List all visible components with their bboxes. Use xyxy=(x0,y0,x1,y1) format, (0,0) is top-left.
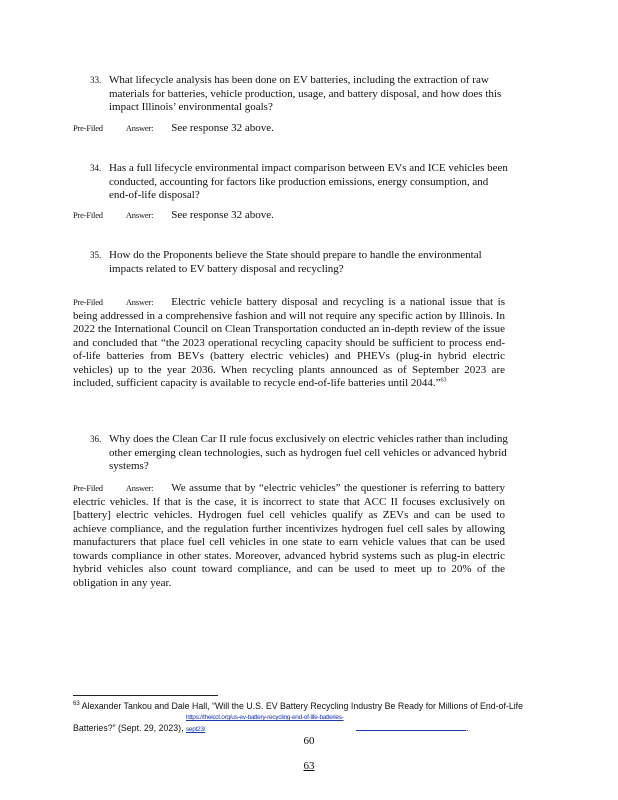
answer-label: Answer: xyxy=(125,297,154,307)
question-36 xyxy=(90,433,510,474)
footnote xyxy=(73,700,533,736)
link-underline xyxy=(356,722,469,733)
question-text: How do the Proponents believe the State should prepare to handle the environmental impacts related to EV battery disposal and recycling? xyxy=(109,249,482,275)
question-number: 35. xyxy=(90,250,102,260)
page-number xyxy=(0,735,618,747)
answer-text: See response 32 above. xyxy=(171,209,274,221)
question-text: Why does the Clean Car II rule focus exclusively on electric vehicles rather than including other emerging clean technologies, such as hydrogen fuel cell vehicles or advanced hybrid systems? xyxy=(109,433,508,472)
answer-text: See response 32 above. xyxy=(171,122,274,134)
prefiled-label: Pre-Filed xyxy=(73,210,103,220)
answer-label: Answer: xyxy=(125,210,154,220)
prefiled-label: Pre-Filed xyxy=(73,297,103,307)
answer-35 xyxy=(73,296,505,391)
answer-text: We assume that by “electric vehicles” the questioner is referring to battery electric vehicles. If that is the case, it is incorrect to state that ACC II focuses exclusively on [battery] electric vehicles. Hydrogen fuel cell vehicles qualify as ZEVs and can be used to achieve compliance, and the regulation further incentivizes hydrogen fuel cell sales by allowing manufacturers that place fuel cell vehicles in one state to earn vehicle values that can be used towards compliance in other states. Moreover, advanced hybrid systems such as plug-in electric hybrid vehicles also count toward compliance, and can be used to meet up to 20% of the obligation in any year. xyxy=(73,482,505,589)
question-text: What lifecycle analysis has been done on EV batteries, including the extraction of raw materials for batteries, vehicle production, usage, and battery disposal, and how does this impact Illinois’ environmental goals? xyxy=(109,74,502,113)
footnote-divider xyxy=(73,695,218,696)
answer-36 xyxy=(73,482,505,590)
prefiled-label: Pre-Filed xyxy=(73,123,103,133)
answer-34 xyxy=(73,209,505,223)
question-number: 34. xyxy=(90,163,102,173)
answer-label: Answer: xyxy=(125,123,154,133)
answer-label: Answer: xyxy=(125,483,154,493)
question-34 xyxy=(90,162,510,203)
page-number-primary: 60 xyxy=(303,735,315,747)
prefiled-label: Pre-Filed xyxy=(73,483,103,493)
question-33 xyxy=(90,74,510,115)
question-35 xyxy=(90,249,510,276)
question-number: 33. xyxy=(90,75,102,85)
footnote-reference[interactable]: 63 xyxy=(440,377,447,384)
answer-33 xyxy=(73,122,505,136)
answer-text: Electric vehicle battery disposal and recycling is a national issue that is being addressed in a comprehensive fashion and will not require any specific action by Illinois. In 2022 the International Council on Clean Transportation conducted an in-depth review of the issue and concluded that “the 2023 operational recycling capacity should be sufficient to process end-of-life batteries from BEVs (battery electric vehicles) and PHEVs (plug-in hybrid electric vehicles) up to the year 2036. When recycling plants announced as of September 2023 are included, sufficient capacity is available to recycle end-of-life batteries until 2044.” xyxy=(73,296,505,389)
page-number-secondary-text: 63 xyxy=(303,760,315,772)
footnote-number: 63 xyxy=(73,701,80,708)
page-number-secondary xyxy=(0,760,618,772)
footnote-end: . xyxy=(465,723,469,733)
question-number: 36. xyxy=(90,434,102,444)
footnote-link[interactable]: https://theicct.org/us-ev-battery-recycling-end-of-life-batteries-sept23/ xyxy=(185,714,344,733)
footnote-text: Alexander Tankou and Dale Hall, “Will the U.S. EV Battery Recycling Industry Be Ready for Millions of End-of-Life Batteries?” (Sept. 29, 2023), xyxy=(73,701,524,733)
question-text: Has a full lifecycle environmental impact comparison between EVs and ICE vehicles been conducted, accounting for factors like production emissions, energy consumption, and end-of-life disposal? xyxy=(109,162,508,201)
